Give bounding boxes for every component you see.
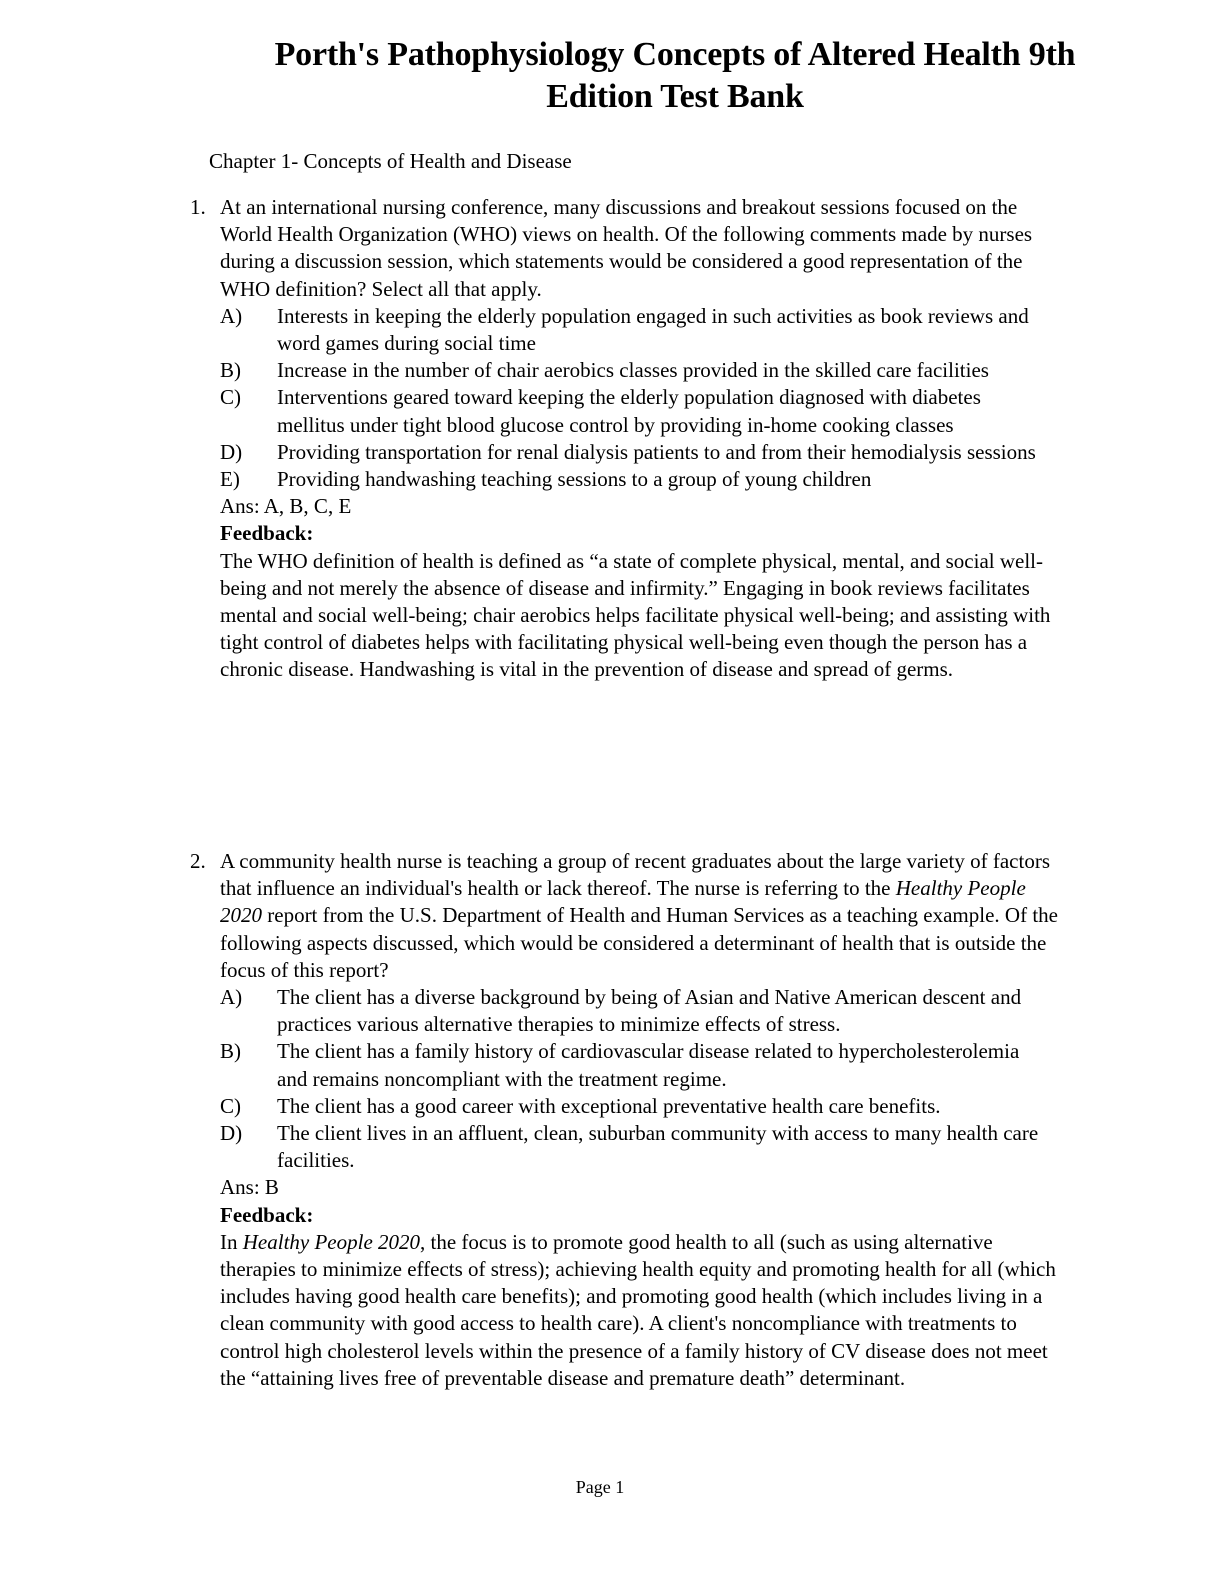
feedback-text: The WHO definition of health is defined as “a state of complete physical, mental, and social well-being and not merely the absence of disease and infirmity.” Engaging in book reviews facilitates mental and social well-being; chair aerobics helps facilitate physical well-being; and assisting with tight control of diabetes helps with facilitating physical well-being even though the person has a chronic disease. Handwashing is vital in the prevention of disease and spread of germs. [220,548,1051,682]
feedback-label: Feedback: [220,1202,314,1227]
option-text: The client has a diverse background by being of Asian and Native American descent and practices various alternative therapies to minimize effects of stress. [277,985,1022,1037]
option-text: Providing transportation for renal dialysis patients to and from their hemodialysis sessions [277,439,1036,464]
question-1 [190,194,1070,684]
option-list [220,984,1070,1174]
question-number: 1. [190,195,206,219]
question-number: 2. [190,849,206,873]
option-letter: B) [220,1039,241,1064]
report-title: Healthy People 2020 [220,876,1026,928]
option-list [220,303,1070,493]
option-d [220,1120,1070,1174]
option-text: Increase in the number of chair aerobics classes provided in the skilled care facilities [277,358,989,383]
option-c [220,1093,1070,1120]
feedback-segment: In [220,1229,243,1254]
option-b [220,357,1070,384]
question-header [190,848,1070,984]
document-title: Porth's Pathophysiology Concepts of Altered Health 9th Edition Test Bank [274,36,1076,115]
answer-key: Ans: A, B, C, E [220,494,352,519]
option-b [220,1038,1070,1092]
feedback-segment: , the focus is to promote good health to all (such as using alternative therapies to minimize effects of stress); achieving health equity and promoting health for all (which includes having good health care benefits); and promoting good health (which includes living in a clean community with good access to health care). A client's noncompliance with treatments to control high cholesterol levels within the presence of a family history of CV disease does not meet the “attaining lives free of preventable disease and premature death” determinant. [220,1229,1056,1390]
stem-text: A community health nurse is teaching a group of recent graduates about the large variety of factors that influence an individual's health or lack thereof. The nurse is referring to the [220,849,1050,901]
report-title: Healthy People 2020 [242,1229,421,1254]
option-d [220,439,1070,466]
option-a [220,984,1070,1038]
answer-key: Ans: B [220,1175,279,1200]
question-2 [190,848,1070,1392]
question-stem: At an international nursing conference, many discussions and breakout sessions focused on the World Health Organization (WHO) views on health. Of the following comments made by nurses during a discussion session, which statements would be considered a good representation of the WHO definition? Select all that apply. [220,195,1033,301]
page-number: Page 1 [575,1477,625,1497]
option-letter: D) [220,1121,243,1146]
option-letter: B) [220,358,241,383]
option-e [220,466,1070,493]
option-letter: A) [220,303,243,328]
option-letter: D) [220,439,243,464]
feedback-text [220,1229,1070,1392]
option-letter: C) [220,1093,241,1118]
option-text: The client lives in an affluent, clean, suburban community with access to many health care facilities. [277,1121,1039,1173]
option-a [220,303,1070,357]
option-text: The client has a family history of cardiovascular disease related to hypercholesterolemia and remains noncompliant with the treatment regime. [277,1039,1020,1091]
option-letter: C) [220,385,241,410]
option-text: The client has a good career with exceptional preventative health care benefits. [277,1093,941,1118]
option-text: Interventions geared toward keeping the elderly population diagnosed with diabetes mellitus under tight blood glucose control by providing in-home cooking classes [277,385,981,437]
option-letter: E) [220,467,240,492]
option-text: Providing handwashing teaching sessions to a group of young children [277,467,872,492]
option-c [220,384,1070,438]
feedback-label: Feedback: [220,521,314,546]
stem-text: report from the U.S. Department of Health and Human Services as a teaching example. Of the following aspects discussed, which would be considered a determinant of health that is outside the focus of this report? [220,903,1058,982]
option-text: Interests in keeping the elderly population engaged in such activities as book reviews and word games during social time [277,303,1029,356]
question-header [190,194,1070,303]
option-letter: A) [220,985,243,1010]
chapter-heading: Chapter 1- Concepts of Health and Disease [209,149,572,173]
question-stem [220,848,1070,984]
